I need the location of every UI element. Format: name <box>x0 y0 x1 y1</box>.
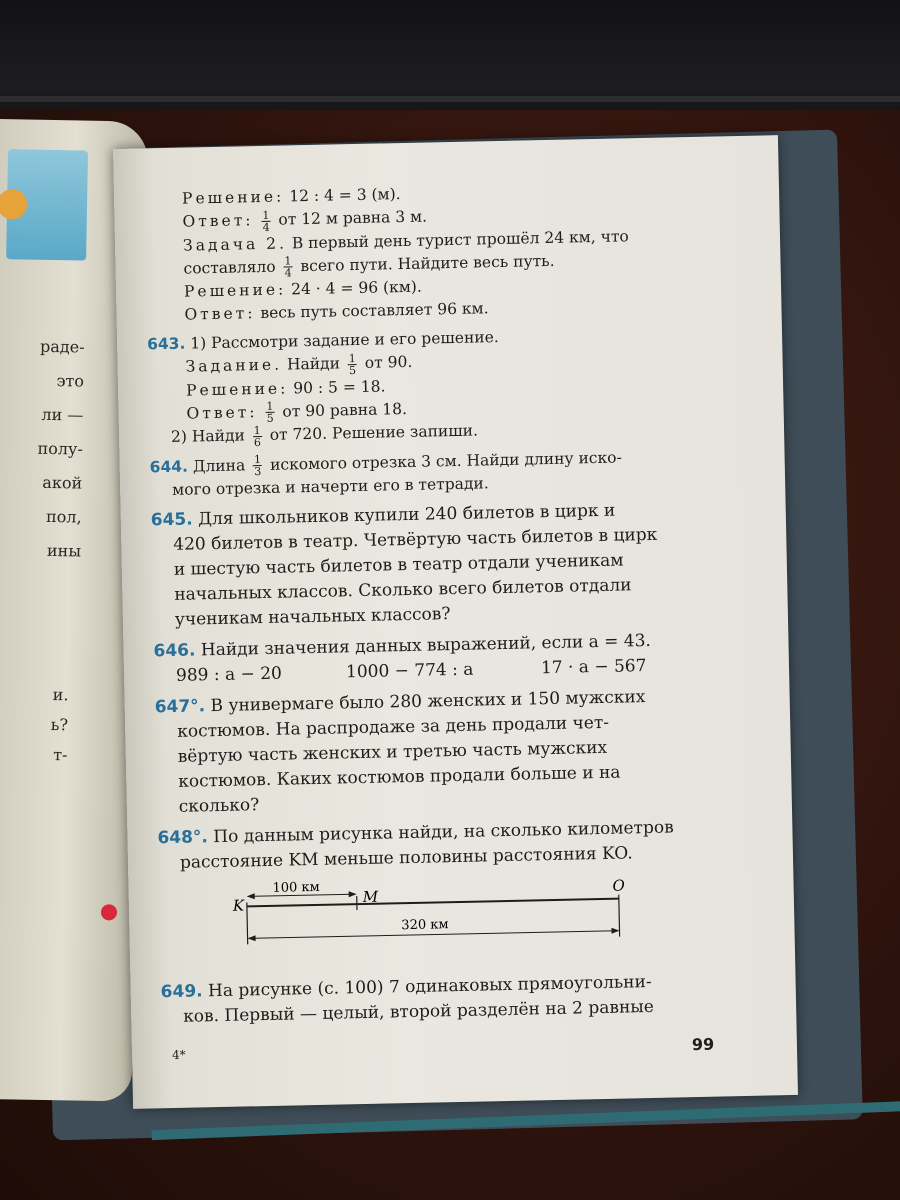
label-ko: 320 км <box>401 917 449 934</box>
page-content <box>144 176 752 1030</box>
task-number: 643. <box>146 334 186 354</box>
keyboard-background <box>0 0 900 120</box>
arrowhead-ko-right <box>611 928 619 934</box>
label-m: M <box>362 887 379 907</box>
task-number: 644. <box>149 457 189 476</box>
tick-o <box>619 895 620 937</box>
task-number: 647°. <box>154 696 206 718</box>
task-647: 647°. В универмаге было 280 женских и 150 мужских костюмов. На распродаже за день продали чет- вёртую часть женских и третью часть мужских костюмов. Каких костюмов продали больше и на сколько? <box>154 687 646 817</box>
solution-block: Решение: 12 : 4 = 3 (м). Ответ: $\frac{1}{4}$ от 12 м равна 3 м. Задача 2. В первый день турист прошёл 24 км, что составляло $\frac{1}{4}$ всего пути. Найдите весь путь. Решение: 24 · 4 = 96 (км). Ответ: весь путь составляет 96 км. <box>181 185 629 324</box>
expression-2: 1000 − 774 : a <box>345 659 474 683</box>
footer-signature-mark: 4* <box>171 1047 186 1063</box>
left-page-lower-fragments: и. ь? т- <box>50 685 69 765</box>
left-page-illustration <box>6 149 88 260</box>
task-648: 648°. По данным рисунка найди, на сколько километров расстояние KM меньше половины расстояния KO. <box>157 817 674 873</box>
task-644: 644. Длина $\frac{1}{3}$ искомого отрезка 3 см. Найди длину иско- мого отрезка и начерти его в тетради. <box>149 447 622 499</box>
tick-k <box>247 902 248 944</box>
label-k: K <box>232 896 245 915</box>
label-o: O <box>612 876 626 895</box>
expression-1: 989 : a − 20 <box>175 663 283 686</box>
task-643: 643. 1) Рассмотри задание и его решение. Задание. Найди $\frac{1}{5}$ от 90. Решение: 90 : 5 = 18. Ответ: $\frac{1}{5}$ от 90 равна 18. 2) Найди $\frac{1}{6}$ от 720. Решение запиши. <box>146 328 499 449</box>
task-number: 649. <box>160 981 203 1003</box>
segment-diagram-svg <box>228 874 650 973</box>
task-number: 646. <box>153 640 196 662</box>
arrowhead-km-left <box>247 893 255 899</box>
segment-diagram <box>228 874 650 973</box>
task-645: 645. Для школьников купили 240 билетов в цирк и 420 билетов в театр. Четвёртую часть билетов в цирк и шестую часть билетов в театр отдали ученикам начальных классов. Сколько всего билетов отдали ученикам начальных классов? <box>150 500 658 630</box>
arrowhead-ko-left <box>248 935 256 941</box>
task-number: 645. <box>150 509 193 531</box>
task-646: 646. Найди значения данных выражений, если a = 43. 989 : a − 20 1000 − 774 : a 17 · a − 567 <box>153 627 744 689</box>
task-number: 648°. <box>157 827 209 849</box>
textbook-page <box>113 135 798 1109</box>
page-number: 99 <box>691 1034 715 1055</box>
expression-3: 17 · a − 567 <box>540 656 647 679</box>
segment-ko <box>247 899 619 907</box>
left-page-fragments: раде- это ли — полу- акой пол, ины <box>37 336 85 561</box>
label-km: 100 км <box>272 879 320 896</box>
task-649: 649. На рисунке (с. 100) 7 одинаковых прямоугольни- ков. Первый — целый, второй разделён на 2 равные <box>160 971 655 1027</box>
arrowhead-km-right <box>349 891 357 897</box>
